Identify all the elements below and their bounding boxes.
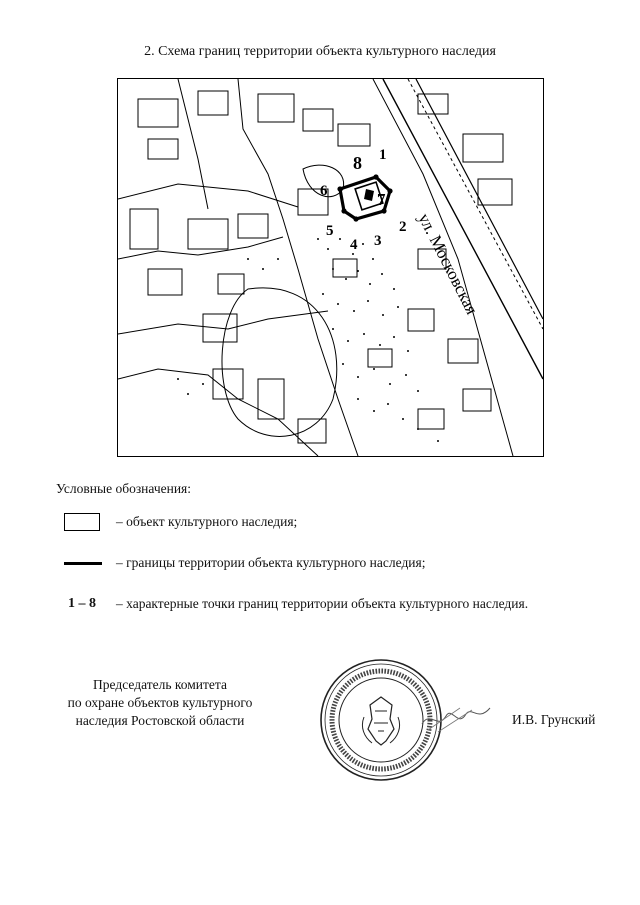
site-plan-map — [117, 78, 544, 457]
legend-points-text: – характерные точки границ территории объекта культурного наследия. — [116, 596, 529, 611]
legend-item-object — [56, 513, 297, 531]
position-line: наследия Ростовской области — [75, 713, 245, 728]
point-label-2: 2 — [399, 219, 407, 235]
map-drawing — [118, 79, 543, 456]
point-label-1: 1 — [379, 147, 387, 163]
handwritten-signature — [420, 700, 492, 736]
legend-heading: Условные обозначения: — [56, 481, 192, 496]
signatory-name: И.В. Грунский — [512, 712, 596, 727]
legend-points-symbol: 1 – 8 — [68, 596, 96, 611]
legend-object-text: – объект культурного наследия; — [116, 514, 298, 529]
legend-box-symbol — [64, 513, 100, 531]
legend-item-boundary — [56, 555, 426, 571]
legend-thick-line-symbol — [64, 562, 102, 565]
signatory-position — [50, 676, 270, 730]
position-line: Председатель комитета — [93, 677, 227, 692]
point-label-4: 4 — [350, 237, 358, 253]
legend-boundary-text: – границы территории объекта культурного наследия; — [116, 555, 426, 570]
point-label-7: 7 — [377, 190, 386, 209]
legend-item-points — [56, 596, 528, 612]
position-line: по охране объектов культурного — [67, 695, 253, 710]
point-label-8: 8 — [353, 153, 362, 173]
point-label-3: 3 — [374, 233, 382, 249]
point-label-6: 6 — [320, 183, 328, 199]
point-label-5: 5 — [326, 223, 334, 239]
street-label: ул. Московская — [414, 210, 482, 318]
document-title: 2. Схема границ территории объекта культурного наследия — [144, 44, 496, 59]
